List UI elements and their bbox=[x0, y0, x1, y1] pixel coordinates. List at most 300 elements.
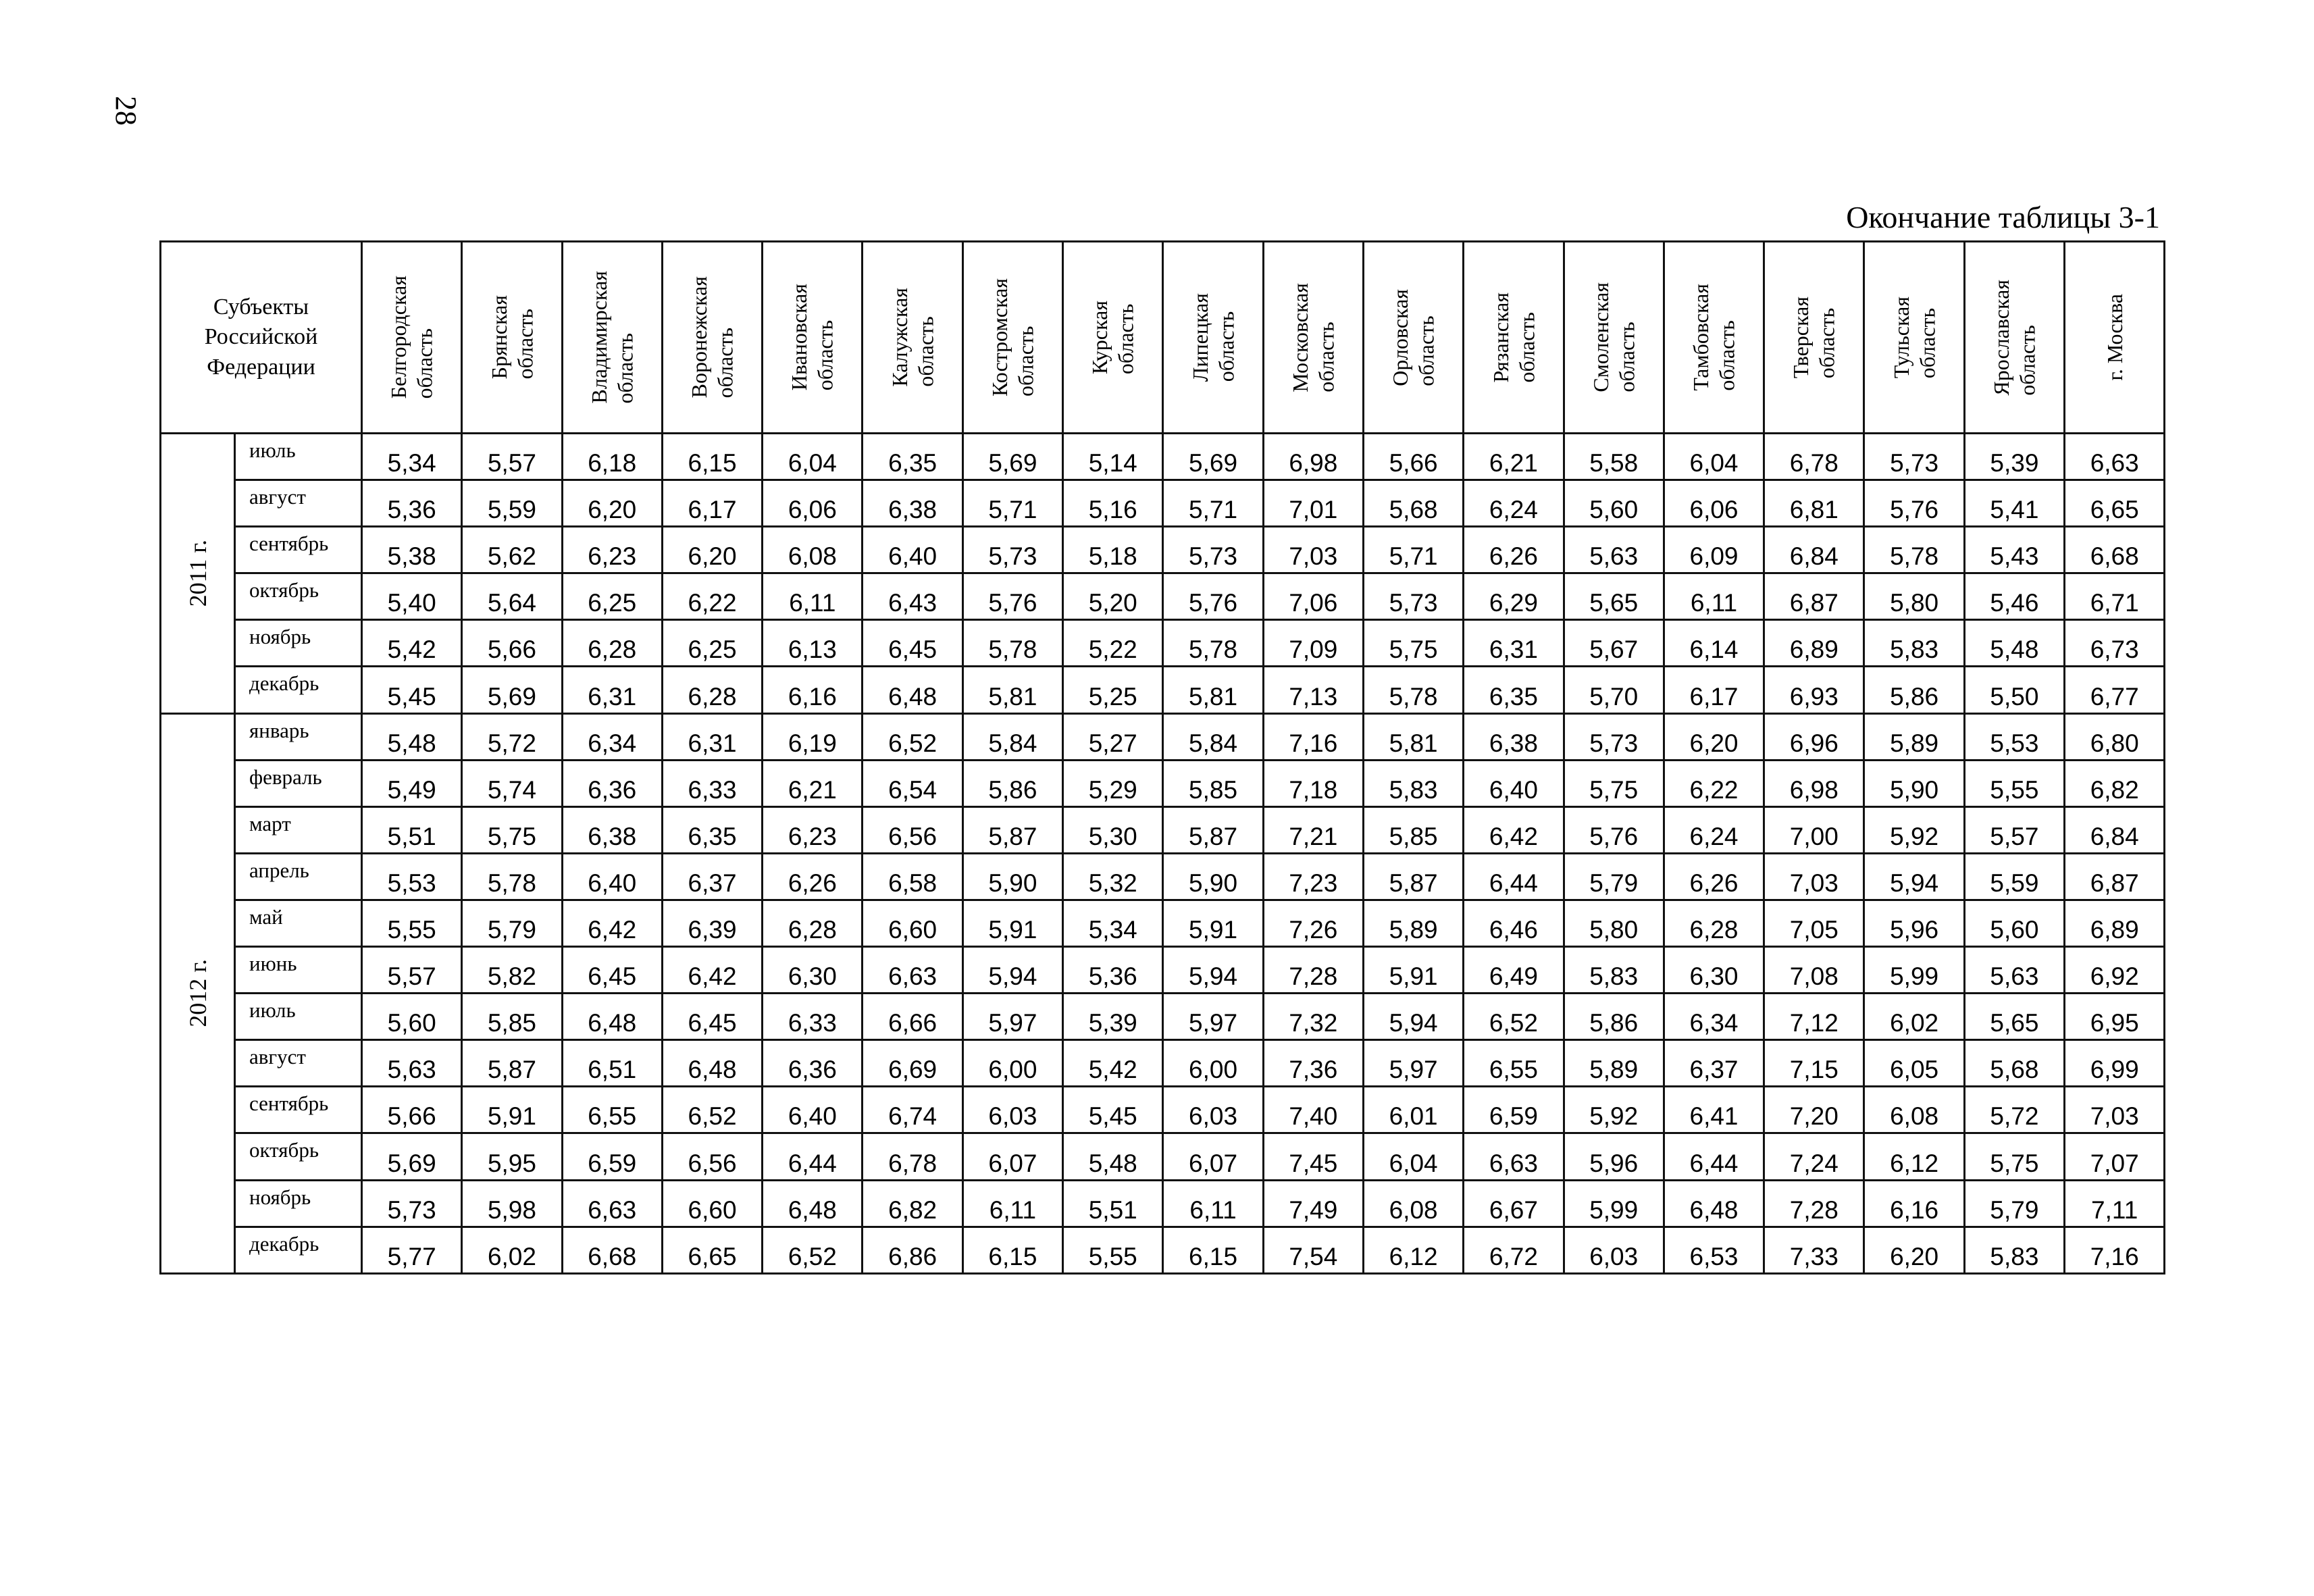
value-cell: 6,15 bbox=[662, 434, 762, 480]
value-cell: 5,48 bbox=[362, 713, 462, 760]
value-cell: 6,65 bbox=[2065, 480, 2165, 527]
value-cell: 5,60 bbox=[1564, 480, 1664, 527]
value-cell: 6,15 bbox=[1163, 1227, 1263, 1273]
value-cell: 5,91 bbox=[962, 900, 1062, 946]
value-cell: 5,59 bbox=[462, 480, 562, 527]
value-cell: 5,73 bbox=[1564, 713, 1664, 760]
value-cell: 5,64 bbox=[462, 573, 562, 620]
value-cell: 5,78 bbox=[462, 853, 562, 900]
value-cell: 5,57 bbox=[362, 947, 462, 994]
value-cell: 6,22 bbox=[1664, 760, 1764, 806]
value-cell: 6,25 bbox=[562, 573, 662, 620]
value-cell: 5,89 bbox=[1564, 1040, 1664, 1087]
value-cell: 5,27 bbox=[1063, 713, 1163, 760]
value-cell: 6,28 bbox=[1664, 900, 1764, 946]
value-cell: 7,11 bbox=[2065, 1180, 2165, 1227]
month-label: июль bbox=[235, 994, 362, 1040]
value-cell: 5,79 bbox=[1964, 1180, 2064, 1227]
column-header bbox=[362, 242, 462, 434]
value-cell: 5,81 bbox=[962, 667, 1062, 713]
value-cell: 6,42 bbox=[662, 947, 762, 994]
value-cell: 5,83 bbox=[1964, 1227, 2064, 1273]
value-cell: 7,16 bbox=[1263, 713, 1363, 760]
value-cell: 6,11 bbox=[1163, 1180, 1263, 1227]
value-cell: 6,20 bbox=[1864, 1227, 1964, 1273]
table-row bbox=[161, 1227, 2165, 1273]
table-row bbox=[161, 1040, 2165, 1087]
value-cell: 7,32 bbox=[1263, 994, 1363, 1040]
value-cell: 5,72 bbox=[1964, 1087, 2064, 1133]
value-cell: 6,30 bbox=[1664, 947, 1764, 994]
value-cell: 5,65 bbox=[1964, 994, 2064, 1040]
value-cell: 6,13 bbox=[763, 620, 863, 667]
value-cell: 6,49 bbox=[1464, 947, 1564, 994]
value-cell: 6,72 bbox=[1464, 1227, 1564, 1273]
column-header-text: Владимирская область bbox=[586, 271, 638, 404]
value-cell: 6,16 bbox=[1864, 1180, 1964, 1227]
column-header-text: Ивановская область bbox=[787, 284, 838, 391]
value-cell: 6,68 bbox=[2065, 527, 2165, 573]
value-cell: 6,54 bbox=[863, 760, 962, 806]
value-cell: 6,18 bbox=[562, 434, 662, 480]
value-cell: 5,80 bbox=[1564, 900, 1664, 946]
value-cell: 5,78 bbox=[1363, 667, 1463, 713]
value-cell: 5,71 bbox=[962, 480, 1062, 527]
value-cell: 6,52 bbox=[662, 1087, 762, 1133]
column-header bbox=[1063, 242, 1163, 434]
value-cell: 6,31 bbox=[562, 667, 662, 713]
year-cell bbox=[161, 434, 235, 714]
value-cell: 7,15 bbox=[1764, 1040, 1864, 1087]
month-label: август bbox=[235, 480, 362, 527]
value-cell: 5,60 bbox=[362, 994, 462, 1040]
value-cell: 5,66 bbox=[1363, 434, 1463, 480]
value-cell: 6,68 bbox=[562, 1227, 662, 1273]
value-cell: 5,75 bbox=[1363, 620, 1463, 667]
value-cell: 6,03 bbox=[1163, 1087, 1263, 1133]
value-cell: 6,48 bbox=[662, 1040, 762, 1087]
value-cell: 6,43 bbox=[863, 573, 962, 620]
value-cell: 5,90 bbox=[962, 853, 1062, 900]
value-cell: 7,23 bbox=[1263, 853, 1363, 900]
value-cell: 5,85 bbox=[462, 994, 562, 1040]
value-cell: 7,03 bbox=[1263, 527, 1363, 573]
value-cell: 6,19 bbox=[763, 713, 863, 760]
value-cell: 7,13 bbox=[1263, 667, 1363, 713]
value-cell: 7,36 bbox=[1263, 1040, 1363, 1087]
value-cell: 5,71 bbox=[1363, 527, 1463, 573]
table-caption: Окончание таблицы 3-1 bbox=[1846, 200, 2160, 234]
value-cell: 5,91 bbox=[1363, 947, 1463, 994]
value-cell: 6,34 bbox=[562, 713, 662, 760]
value-cell: 6,86 bbox=[863, 1227, 962, 1273]
value-cell: 6,31 bbox=[662, 713, 762, 760]
value-cell: 5,29 bbox=[1063, 760, 1163, 806]
month-label: апрель bbox=[235, 853, 362, 900]
column-header-text: Костромская область bbox=[987, 278, 1038, 396]
page-number: 28 bbox=[109, 96, 143, 126]
value-cell: 6,84 bbox=[1764, 527, 1864, 573]
value-cell: 6,51 bbox=[562, 1040, 662, 1087]
value-cell: 6,87 bbox=[2065, 853, 2165, 900]
value-cell: 6,38 bbox=[1464, 713, 1564, 760]
value-cell: 6,40 bbox=[763, 1087, 863, 1133]
value-cell: 5,48 bbox=[1964, 620, 2064, 667]
value-cell: 5,82 bbox=[462, 947, 562, 994]
value-cell: 5,94 bbox=[962, 947, 1062, 994]
value-cell: 5,90 bbox=[1163, 853, 1263, 900]
value-cell: 6,28 bbox=[562, 620, 662, 667]
value-cell: 6,06 bbox=[1664, 480, 1764, 527]
value-cell: 6,44 bbox=[1464, 853, 1564, 900]
table-row bbox=[161, 900, 2165, 946]
value-cell: 6,69 bbox=[863, 1040, 962, 1087]
value-cell: 6,45 bbox=[863, 620, 962, 667]
value-cell: 6,63 bbox=[1464, 1133, 1564, 1180]
value-cell: 5,69 bbox=[962, 434, 1062, 480]
tariff-table bbox=[159, 240, 2165, 1275]
value-cell: 5,20 bbox=[1063, 573, 1163, 620]
month-label: февраль bbox=[235, 760, 362, 806]
value-cell: 7,06 bbox=[1263, 573, 1363, 620]
value-cell: 6,00 bbox=[1163, 1040, 1263, 1087]
value-cell: 6,38 bbox=[562, 806, 662, 853]
value-cell: 6,03 bbox=[1564, 1227, 1664, 1273]
column-header-text: Воронежская область bbox=[687, 276, 738, 398]
value-cell: 6,06 bbox=[763, 480, 863, 527]
value-cell: 6,56 bbox=[863, 806, 962, 853]
table-row bbox=[161, 1087, 2165, 1133]
value-cell: 6,02 bbox=[462, 1227, 562, 1273]
corner-header bbox=[161, 242, 362, 434]
value-cell: 6,66 bbox=[863, 994, 962, 1040]
value-cell: 5,73 bbox=[362, 1180, 462, 1227]
value-cell: 7,24 bbox=[1764, 1133, 1864, 1180]
column-header-text: Тульская область bbox=[1888, 296, 1940, 379]
value-cell: 5,85 bbox=[1163, 760, 1263, 806]
value-cell: 5,83 bbox=[1363, 760, 1463, 806]
value-cell: 6,28 bbox=[763, 900, 863, 946]
value-cell: 5,36 bbox=[362, 480, 462, 527]
value-cell: 6,09 bbox=[1664, 527, 1764, 573]
value-cell: 6,45 bbox=[662, 994, 762, 1040]
value-cell: 5,70 bbox=[1564, 667, 1664, 713]
value-cell: 6,55 bbox=[562, 1087, 662, 1133]
value-cell: 5,50 bbox=[1964, 667, 2064, 713]
value-cell: 5,51 bbox=[362, 806, 462, 853]
value-cell: 6,46 bbox=[1464, 900, 1564, 946]
value-cell: 7,45 bbox=[1263, 1133, 1363, 1180]
value-cell: 6,07 bbox=[1163, 1133, 1263, 1180]
value-cell: 6,37 bbox=[662, 853, 762, 900]
value-cell: 5,53 bbox=[362, 853, 462, 900]
value-cell: 5,86 bbox=[1864, 667, 1964, 713]
value-cell: 6,98 bbox=[1263, 434, 1363, 480]
value-cell: 6,22 bbox=[662, 573, 762, 620]
table-row bbox=[161, 1133, 2165, 1180]
value-cell: 6,21 bbox=[763, 760, 863, 806]
column-header-text: Брянская область bbox=[486, 295, 537, 380]
value-cell: 6,81 bbox=[1764, 480, 1864, 527]
column-header bbox=[2065, 242, 2165, 434]
value-cell: 6,52 bbox=[763, 1227, 863, 1273]
value-cell: 5,49 bbox=[362, 760, 462, 806]
value-cell: 6,95 bbox=[2065, 994, 2165, 1040]
value-cell: 6,60 bbox=[662, 1180, 762, 1227]
value-cell: 5,96 bbox=[1864, 900, 1964, 946]
value-cell: 5,59 bbox=[1964, 853, 2064, 900]
value-cell: 6,40 bbox=[863, 527, 962, 573]
value-cell: 6,20 bbox=[1664, 713, 1764, 760]
value-cell: 5,77 bbox=[362, 1227, 462, 1273]
value-cell: 6,42 bbox=[562, 900, 662, 946]
value-cell: 5,68 bbox=[1964, 1040, 2064, 1087]
value-cell: 5,45 bbox=[1063, 1087, 1163, 1133]
value-cell: 5,25 bbox=[1063, 667, 1163, 713]
value-cell: 6,89 bbox=[1764, 620, 1864, 667]
value-cell: 5,91 bbox=[462, 1087, 562, 1133]
value-cell: 6,44 bbox=[1664, 1133, 1764, 1180]
value-cell: 5,73 bbox=[962, 527, 1062, 573]
value-cell: 6,02 bbox=[1864, 994, 1964, 1040]
column-header-text: Белгородская область bbox=[386, 276, 437, 399]
value-cell: 5,97 bbox=[1363, 1040, 1463, 1087]
value-cell: 6,04 bbox=[763, 434, 863, 480]
value-cell: 6,28 bbox=[662, 667, 762, 713]
column-header bbox=[1764, 242, 1864, 434]
value-cell: 5,78 bbox=[962, 620, 1062, 667]
value-cell: 5,67 bbox=[1564, 620, 1664, 667]
value-cell: 5,78 bbox=[1864, 527, 1964, 573]
column-header bbox=[462, 242, 562, 434]
month-label: июль bbox=[235, 434, 362, 480]
column-header-text: Смоленская область bbox=[1588, 282, 1639, 392]
value-cell: 5,76 bbox=[1564, 806, 1664, 853]
value-cell: 6,60 bbox=[863, 900, 962, 946]
column-header-text: Московская область bbox=[1287, 282, 1339, 392]
value-cell: 5,89 bbox=[1363, 900, 1463, 946]
value-cell: 6,26 bbox=[763, 853, 863, 900]
value-cell: 6,96 bbox=[1764, 713, 1864, 760]
value-cell: 5,78 bbox=[1163, 620, 1263, 667]
value-cell: 5,55 bbox=[362, 900, 462, 946]
value-cell: 7,16 bbox=[2065, 1227, 2165, 1273]
table-row bbox=[161, 527, 2165, 573]
value-cell: 6,74 bbox=[863, 1087, 962, 1133]
value-cell: 7,18 bbox=[1263, 760, 1363, 806]
value-cell: 5,66 bbox=[462, 620, 562, 667]
month-label: октябрь bbox=[235, 573, 362, 620]
value-cell: 5,46 bbox=[1964, 573, 2064, 620]
value-cell: 5,63 bbox=[1964, 947, 2064, 994]
column-header-text: Тамбовская область bbox=[1689, 284, 1739, 391]
value-cell: 6,04 bbox=[1664, 434, 1764, 480]
value-cell: 5,55 bbox=[1063, 1227, 1163, 1273]
value-cell: 5,18 bbox=[1063, 527, 1163, 573]
value-cell: 5,75 bbox=[462, 806, 562, 853]
year-label: 2012 г. bbox=[184, 959, 211, 1027]
value-cell: 7,12 bbox=[1764, 994, 1864, 1040]
value-cell: 6,23 bbox=[562, 527, 662, 573]
month-label: декабрь bbox=[235, 667, 362, 713]
month-label: январь bbox=[235, 713, 362, 760]
value-cell: 5,87 bbox=[1363, 853, 1463, 900]
value-cell: 6,35 bbox=[1464, 667, 1564, 713]
value-cell: 6,78 bbox=[863, 1133, 962, 1180]
value-cell: 5,73 bbox=[1163, 527, 1263, 573]
value-cell: 5,94 bbox=[1163, 947, 1263, 994]
value-cell: 6,11 bbox=[763, 573, 863, 620]
value-cell: 6,48 bbox=[562, 994, 662, 1040]
value-cell: 7,03 bbox=[2065, 1087, 2165, 1133]
value-cell: 7,28 bbox=[1263, 947, 1363, 994]
value-cell: 5,86 bbox=[1564, 994, 1664, 1040]
value-cell: 5,94 bbox=[1864, 853, 1964, 900]
value-cell: 6,92 bbox=[2065, 947, 2165, 994]
value-cell: 6,03 bbox=[962, 1087, 1062, 1133]
value-cell: 5,72 bbox=[462, 713, 562, 760]
value-cell: 6,89 bbox=[2065, 900, 2165, 946]
value-cell: 6,33 bbox=[662, 760, 762, 806]
value-cell: 5,42 bbox=[362, 620, 462, 667]
value-cell: 7,28 bbox=[1764, 1180, 1864, 1227]
value-cell: 6,56 bbox=[662, 1133, 762, 1180]
value-cell: 6,24 bbox=[1664, 806, 1764, 853]
value-cell: 6,55 bbox=[1464, 1040, 1564, 1087]
value-cell: 5,42 bbox=[1063, 1040, 1163, 1087]
value-cell: 5,48 bbox=[1063, 1133, 1163, 1180]
table-row bbox=[161, 994, 2165, 1040]
value-cell: 6,20 bbox=[662, 527, 762, 573]
value-cell: 6,36 bbox=[562, 760, 662, 806]
value-cell: 6,29 bbox=[1464, 573, 1564, 620]
value-cell: 6,11 bbox=[962, 1180, 1062, 1227]
value-cell: 5,91 bbox=[1163, 900, 1263, 946]
year-cell bbox=[161, 713, 235, 1273]
value-cell: 6,82 bbox=[863, 1180, 962, 1227]
value-cell: 7,20 bbox=[1764, 1087, 1864, 1133]
table-row bbox=[161, 573, 2165, 620]
value-cell: 6,48 bbox=[863, 667, 962, 713]
value-cell: 6,37 bbox=[1664, 1040, 1764, 1087]
column-header bbox=[1664, 242, 1764, 434]
value-cell: 6,71 bbox=[2065, 573, 2165, 620]
header-row bbox=[161, 242, 2165, 434]
value-cell: 5,22 bbox=[1063, 620, 1163, 667]
value-cell: 5,87 bbox=[1163, 806, 1263, 853]
value-cell: 6,08 bbox=[1363, 1180, 1463, 1227]
column-header bbox=[662, 242, 762, 434]
month-label: март bbox=[235, 806, 362, 853]
value-cell: 5,99 bbox=[1864, 947, 1964, 994]
month-label: октябрь bbox=[235, 1133, 362, 1180]
value-cell: 7,00 bbox=[1764, 806, 1864, 853]
value-cell: 5,71 bbox=[1163, 480, 1263, 527]
column-header-text: Орловская область bbox=[1388, 288, 1439, 386]
value-cell: 5,98 bbox=[462, 1180, 562, 1227]
column-header-text: Ярославская область bbox=[1989, 279, 2040, 396]
value-cell: 5,76 bbox=[962, 573, 1062, 620]
value-cell: 5,69 bbox=[362, 1133, 462, 1180]
value-cell: 6,77 bbox=[2065, 667, 2165, 713]
value-cell: 5,76 bbox=[1864, 480, 1964, 527]
value-cell: 6,40 bbox=[562, 853, 662, 900]
value-cell: 5,87 bbox=[462, 1040, 562, 1087]
value-cell: 5,83 bbox=[1564, 947, 1664, 994]
value-cell: 6,15 bbox=[962, 1227, 1062, 1273]
value-cell: 5,69 bbox=[462, 667, 562, 713]
value-cell: 6,07 bbox=[962, 1133, 1062, 1180]
value-cell: 5,60 bbox=[1964, 900, 2064, 946]
value-cell: 5,36 bbox=[1063, 947, 1163, 994]
value-cell: 6,08 bbox=[1864, 1087, 1964, 1133]
value-cell: 5,34 bbox=[362, 434, 462, 480]
value-cell: 6,52 bbox=[863, 713, 962, 760]
value-cell: 6,63 bbox=[562, 1180, 662, 1227]
table-row bbox=[161, 806, 2165, 853]
value-cell: 5,75 bbox=[1564, 760, 1664, 806]
value-cell: 5,39 bbox=[1063, 994, 1163, 1040]
value-cell: 6,33 bbox=[763, 994, 863, 1040]
value-cell: 6,41 bbox=[1664, 1087, 1764, 1133]
value-cell: 6,65 bbox=[662, 1227, 762, 1273]
value-cell: 5,39 bbox=[1964, 434, 2064, 480]
column-header bbox=[863, 242, 962, 434]
value-cell: 6,87 bbox=[1764, 573, 1864, 620]
value-cell: 6,12 bbox=[1864, 1133, 1964, 1180]
value-cell: 5,38 bbox=[362, 527, 462, 573]
value-cell: 5,79 bbox=[1564, 853, 1664, 900]
value-cell: 5,81 bbox=[1163, 667, 1263, 713]
value-cell: 6,04 bbox=[1363, 1133, 1463, 1180]
value-cell: 6,63 bbox=[2065, 434, 2165, 480]
table-body bbox=[161, 434, 2165, 1274]
value-cell: 7,26 bbox=[1263, 900, 1363, 946]
value-cell: 5,14 bbox=[1063, 434, 1163, 480]
value-cell: 5,97 bbox=[962, 994, 1062, 1040]
month-label: ноябрь bbox=[235, 1180, 362, 1227]
column-header bbox=[962, 242, 1062, 434]
value-cell: 5,51 bbox=[1063, 1180, 1163, 1227]
value-cell: 6,52 bbox=[1464, 994, 1564, 1040]
value-cell: 6,16 bbox=[763, 667, 863, 713]
value-cell: 6,98 bbox=[1764, 760, 1864, 806]
value-cell: 6,31 bbox=[1464, 620, 1564, 667]
value-cell: 5,32 bbox=[1063, 853, 1163, 900]
value-cell: 5,96 bbox=[1564, 1133, 1664, 1180]
value-cell: 6,63 bbox=[863, 947, 962, 994]
table-row bbox=[161, 1180, 2165, 1227]
value-cell: 5,80 bbox=[1864, 573, 1964, 620]
value-cell: 6,24 bbox=[1464, 480, 1564, 527]
value-cell: 6,82 bbox=[2065, 760, 2165, 806]
value-cell: 5,94 bbox=[1363, 994, 1463, 1040]
month-label: май bbox=[235, 900, 362, 946]
column-header-text: Калужская область bbox=[887, 288, 938, 387]
value-cell: 6,58 bbox=[863, 853, 962, 900]
table-row bbox=[161, 853, 2165, 900]
value-cell: 6,80 bbox=[2065, 713, 2165, 760]
value-cell: 5,65 bbox=[1564, 573, 1664, 620]
value-cell: 5,85 bbox=[1363, 806, 1463, 853]
value-cell: 7,33 bbox=[1764, 1227, 1864, 1273]
value-cell: 6,17 bbox=[1664, 667, 1764, 713]
value-cell: 7,07 bbox=[2065, 1133, 2165, 1180]
value-cell: 5,73 bbox=[1363, 573, 1463, 620]
column-header bbox=[1363, 242, 1463, 434]
value-cell: 5,81 bbox=[1363, 713, 1463, 760]
value-cell: 5,89 bbox=[1864, 713, 1964, 760]
